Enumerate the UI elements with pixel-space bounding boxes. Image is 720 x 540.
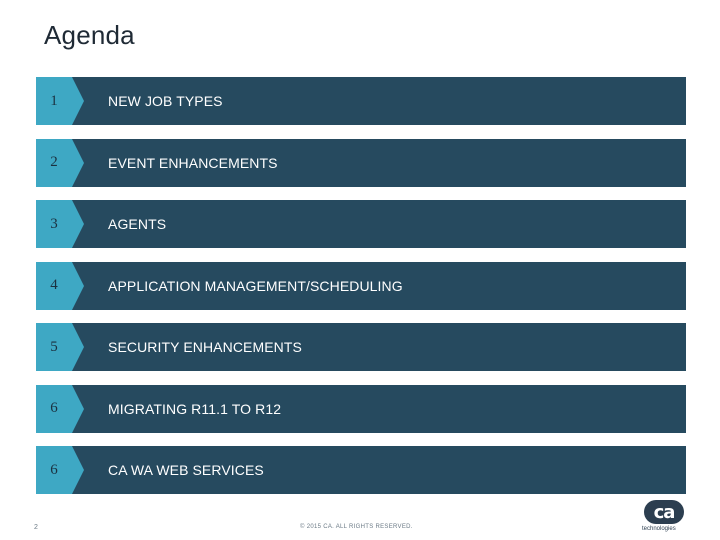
logo-subtitle: technologies xyxy=(642,526,676,532)
agenda-item xyxy=(36,262,686,310)
ca-technologies-logo xyxy=(640,500,688,536)
agenda-list xyxy=(36,77,686,508)
agenda-item-label: NEW JOB TYPES xyxy=(108,93,223,109)
agenda-item-number: 6 xyxy=(36,385,72,433)
agenda-item-number: 2 xyxy=(36,139,72,187)
agenda-item-number: 4 xyxy=(36,262,72,310)
agenda-item-label: SECURITY ENHANCEMENTS xyxy=(108,339,302,355)
agenda-item-label: AGENTS xyxy=(108,216,167,232)
agenda-item-label: EVENT ENHANCEMENTS xyxy=(108,154,278,171)
agenda-item-number: 5 xyxy=(36,323,72,371)
copyright-notice: © 2015 CA. ALL RIGHTS RESERVED. xyxy=(300,524,413,530)
page-number: 2 xyxy=(34,524,38,531)
agenda-item xyxy=(36,385,686,433)
logo-mark: ca xyxy=(644,500,684,524)
agenda-item-label: APPLICATION MANAGEMENT/SCHEDULING xyxy=(108,277,403,294)
slide-title: Agenda xyxy=(44,20,135,50)
agenda-item xyxy=(36,446,686,494)
agenda-item xyxy=(36,200,686,248)
agenda-item xyxy=(36,323,686,371)
agenda-item-number: 6 xyxy=(36,446,72,494)
agenda-item xyxy=(36,139,686,187)
agenda-item-label: MIGRATING R11.1 TO R12 xyxy=(108,400,282,417)
agenda-item xyxy=(36,77,686,125)
agenda-item-number: 3 xyxy=(36,200,72,248)
agenda-item-label: CA WA WEB SERVICES xyxy=(108,462,264,478)
agenda-item-number: 1 xyxy=(36,77,72,125)
